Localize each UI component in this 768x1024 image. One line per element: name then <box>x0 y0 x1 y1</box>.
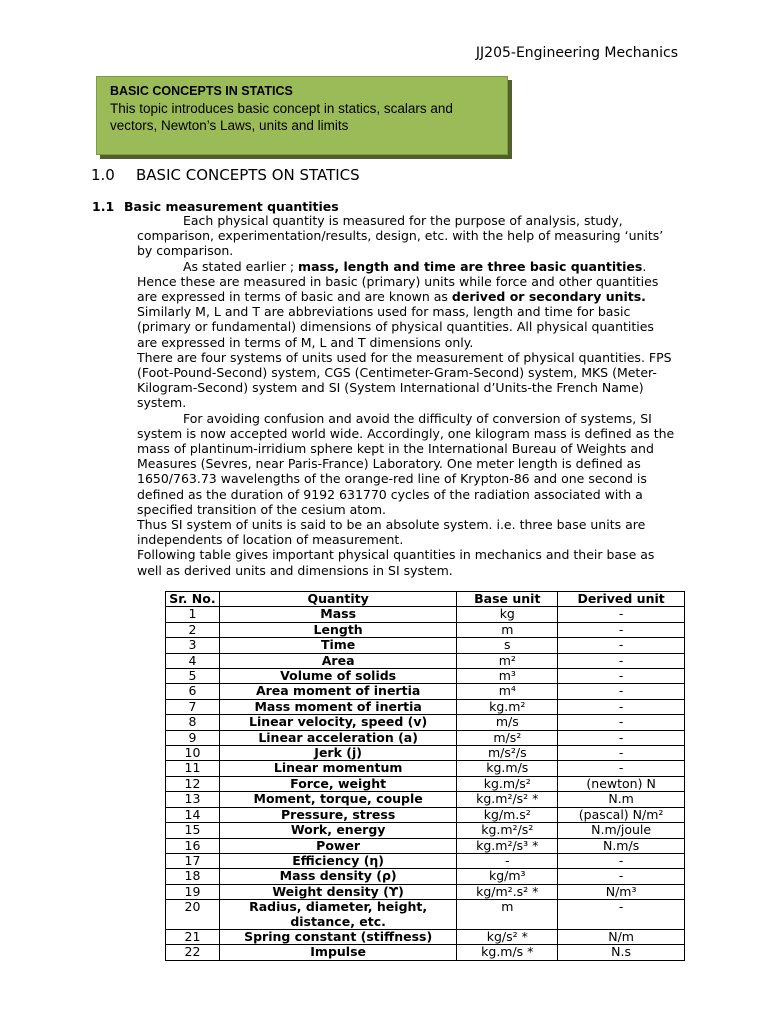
cell-base-unit: kg/s² * <box>457 929 558 944</box>
cell-sr-no: 16 <box>166 838 220 853</box>
p2-bold-basic-quantities: mass, length and time are three basic quantities <box>298 258 643 274</box>
table-row <box>166 761 685 776</box>
table-row <box>166 622 685 637</box>
cell-quantity: Impulse <box>219 945 456 960</box>
table-row <box>166 945 685 960</box>
paragraph-1: Each physical quantity is measured for the purpose of analysis, study, comparison, experimentation/results, design, etc. with the help of measuring ‘units’ by comparison. <box>137 213 664 259</box>
table-row <box>166 638 685 653</box>
section-number: 1.0 <box>91 166 115 184</box>
cell-quantity: Weight density (ϒ) <box>219 884 456 899</box>
paragraph-3: There are four systems of units used for the measurement of physical quantities. FPS (Foot-Pound-Second) system, CGS (Centimeter-Gram-Second) system, MKS (Meter-Kilogram-Second) system and SI (System International d’Units-the French Name) system. <box>137 349 672 411</box>
cell-sr-no: 4 <box>166 653 220 668</box>
cell-base-unit: kg/m².s² * <box>457 884 558 899</box>
paragraph-5: Thus SI system of units is said to be an absolute system. i.e. three base units are independents of location of measurement. <box>137 517 646 548</box>
p2-text-e: Similarly M, L and T are abbreviations used for mass, length and time for basic (primary or fundamental) dimensions of physical quantities. All physical quantities are expressed in terms of M, L and T dimensions only. <box>137 304 654 350</box>
cell-sr-no: 9 <box>166 730 220 745</box>
cell-base-unit: kg.m²/s³ * <box>457 838 558 853</box>
p2-text-c: . Hence these are measured in basic (primary) units while force and other quantities are expressed in terms of basic and are known as <box>137 258 659 305</box>
topic-summary-box <box>96 76 508 155</box>
table-header-row <box>166 592 685 607</box>
cell-sr-no: 2 <box>166 622 220 637</box>
cell-sr-no: 19 <box>166 884 220 899</box>
cell-derived-unit: N/m³ <box>558 884 685 899</box>
cell-sr-no: 20 <box>166 900 220 930</box>
p2-bold-derived-units: derived or secondary units. <box>451 289 646 305</box>
cell-derived-unit: - <box>558 622 685 637</box>
cell-quantity: Area moment of inertia <box>219 684 456 699</box>
body-text <box>137 213 677 578</box>
cell-derived-unit: - <box>558 653 685 668</box>
cell-derived-unit: N/m <box>558 929 685 944</box>
cell-quantity: Mass moment of inertia <box>219 699 456 714</box>
cell-derived-unit: N.m/s <box>558 838 685 853</box>
cell-quantity: Linear velocity, speed (v) <box>219 715 456 730</box>
cell-quantity: Linear momentum <box>219 761 456 776</box>
subsection-number: 1.1 <box>92 199 115 214</box>
col-header-derived-unit: Derived unit <box>558 592 685 607</box>
table-row <box>166 853 685 868</box>
cell-base-unit: kg.m/s * <box>457 945 558 960</box>
cell-derived-unit: - <box>558 699 685 714</box>
cell-base-unit: kg.m/s <box>457 761 558 776</box>
cell-derived-unit: - <box>558 746 685 761</box>
cell-derived-unit: - <box>558 900 685 930</box>
cell-sr-no: 1 <box>166 607 220 622</box>
cell-base-unit: kg.m/s² <box>457 776 558 791</box>
cell-sr-no: 14 <box>166 807 220 822</box>
cell-base-unit: m² <box>457 653 558 668</box>
cell-quantity: Length <box>219 622 456 637</box>
cell-quantity: Power <box>219 838 456 853</box>
cell-base-unit: kg/m.s² <box>457 807 558 822</box>
cell-sr-no: 10 <box>166 746 220 761</box>
cell-base-unit: - <box>457 853 558 868</box>
cell-derived-unit: - <box>558 638 685 653</box>
cell-derived-unit: N.m/joule <box>558 823 685 838</box>
cell-quantity: Time <box>219 638 456 653</box>
cell-sr-no: 17 <box>166 853 220 868</box>
cell-sr-no: 3 <box>166 638 220 653</box>
p2-text-a: As stated earlier ; <box>183 258 299 274</box>
cell-sr-no: 22 <box>166 945 220 960</box>
table-row <box>166 715 685 730</box>
table-row <box>166 884 685 899</box>
cell-derived-unit: N.s <box>558 945 685 960</box>
cell-base-unit: s <box>457 638 558 653</box>
table-row <box>166 869 685 884</box>
cell-base-unit: m/s <box>457 715 558 730</box>
cell-quantity: Pressure, stress <box>219 807 456 822</box>
table-row <box>166 900 685 930</box>
paragraph-2 <box>137 259 677 350</box>
subsection-heading <box>92 199 339 214</box>
table-row <box>166 776 685 791</box>
table-row <box>166 823 685 838</box>
cell-quantity: Spring constant (stiffness) <box>219 929 456 944</box>
cell-base-unit: m/s² <box>457 730 558 745</box>
cell-base-unit: kg.m²/s² <box>457 823 558 838</box>
cell-sr-no: 21 <box>166 929 220 944</box>
cell-quantity: Linear acceleration (a) <box>219 730 456 745</box>
cell-sr-no: 13 <box>166 792 220 807</box>
col-header-sr-no: Sr. No. <box>166 592 220 607</box>
cell-derived-unit: (pascal) N/m² <box>558 807 685 822</box>
cell-quantity: Jerk (j) <box>219 746 456 761</box>
table-row <box>166 684 685 699</box>
cell-derived-unit: - <box>558 669 685 684</box>
cell-base-unit: kg.m² <box>457 699 558 714</box>
cell-quantity: Volume of solids <box>219 669 456 684</box>
table-row <box>166 792 685 807</box>
cell-derived-unit: - <box>558 853 685 868</box>
cell-quantity: Area <box>219 653 456 668</box>
cell-base-unit: m <box>457 622 558 637</box>
table-row <box>166 838 685 853</box>
table-row <box>166 669 685 684</box>
table-row <box>166 653 685 668</box>
cell-derived-unit: - <box>558 869 685 884</box>
cell-sr-no: 15 <box>166 823 220 838</box>
table-row <box>166 807 685 822</box>
cell-quantity: Work, energy <box>219 823 456 838</box>
cell-quantity: Efficiency (η) <box>219 853 456 868</box>
cell-quantity: Mass <box>219 607 456 622</box>
cell-sr-no: 8 <box>166 715 220 730</box>
col-header-quantity: Quantity <box>219 592 456 607</box>
cell-derived-unit: - <box>558 607 685 622</box>
cell-base-unit: kg <box>457 607 558 622</box>
cell-derived-unit: - <box>558 730 685 745</box>
subsection-title: Basic measurement quantities <box>124 199 339 214</box>
cell-derived-unit: - <box>558 684 685 699</box>
cell-sr-no: 6 <box>166 684 220 699</box>
table-row <box>166 730 685 745</box>
cell-base-unit: kg.m²/s² * <box>457 792 558 807</box>
cell-base-unit: m <box>457 900 558 930</box>
cell-derived-unit: - <box>558 761 685 776</box>
cell-quantity: Radius, diameter, height, distance, etc. <box>219 900 456 930</box>
table-row <box>166 607 685 622</box>
cell-sr-no: 7 <box>166 699 220 714</box>
paragraph-6: Following table gives important physical quantities in mechanics and their base as well as derived units and dimensions in SI system. <box>137 547 655 578</box>
cell-quantity: Mass density (ρ) <box>219 869 456 884</box>
cell-base-unit: kg/m³ <box>457 869 558 884</box>
cell-derived-unit: (newton) N <box>558 776 685 791</box>
cell-sr-no: 11 <box>166 761 220 776</box>
paragraph-4: For avoiding confusion and avoid the difficulty of conversion of systems, SI system is now accepted world wide. Accordingly, one kilogram mass is defined as the mass of plantinum-irridium sphere kept in the International Bureau of Weights and Measures (Sevres, near Paris-France) Laboratory. One meter length is defined as 1650/763.73 wavelengths of the orange-red line of Krypton-86 and one second is defined as the duration of 9192 631770 cycles of the radiation associated with a specified transition of the cesium atom. <box>137 410 675 517</box>
cell-base-unit: m³ <box>457 669 558 684</box>
cell-sr-no: 12 <box>166 776 220 791</box>
page-header: JJ205-Engineering Mechanics <box>475 45 678 61</box>
cell-quantity: Force, weight <box>219 776 456 791</box>
cell-derived-unit: N.m <box>558 792 685 807</box>
col-header-base-unit: Base unit <box>457 592 558 607</box>
table-row <box>166 746 685 761</box>
cell-sr-no: 5 <box>166 669 220 684</box>
table-row <box>166 699 685 714</box>
table-row <box>166 929 685 944</box>
cell-quantity: Moment, torque, couple <box>219 792 456 807</box>
section-heading <box>91 166 360 184</box>
cell-sr-no: 18 <box>166 869 220 884</box>
topic-title: BASIC CONCEPTS IN STATICS <box>110 84 293 98</box>
cell-derived-unit: - <box>558 715 685 730</box>
topic-description: This topic introduces basic concept in statics, scalars and vectors, Newton’s Laws, units and limits <box>110 101 453 133</box>
cell-base-unit: m/s²/s <box>457 746 558 761</box>
cell-base-unit: m⁴ <box>457 684 558 699</box>
si-units-table <box>165 591 685 961</box>
section-title: BASIC CONCEPTS ON STATICS <box>136 166 360 184</box>
